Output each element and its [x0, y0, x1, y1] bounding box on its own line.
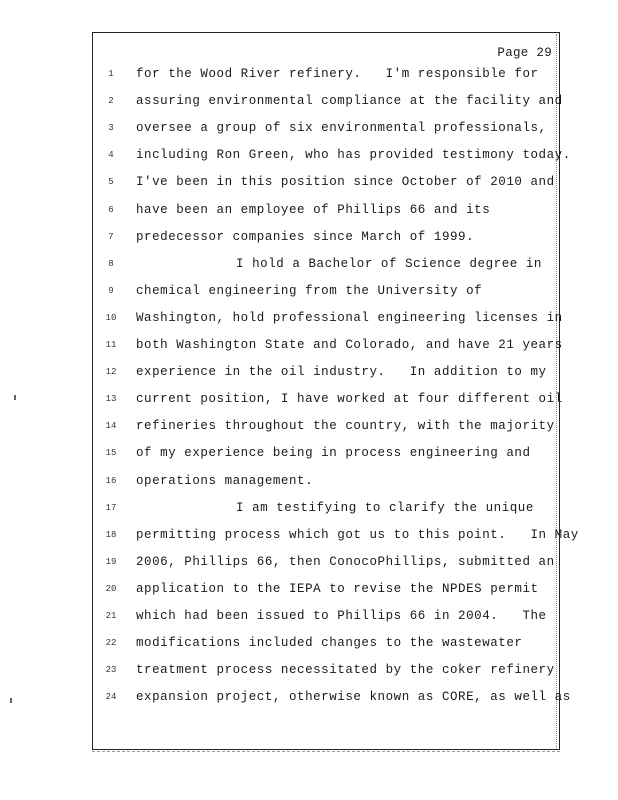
line-text: treatment process necessitated by the coker refinery	[136, 663, 555, 678]
line-text: I hold a Bachelor of Science degree in	[236, 256, 542, 271]
line-number: 21	[105, 611, 117, 621]
line-text: modifications included changes to the wastewater	[136, 636, 523, 651]
transcript-line	[0, 120, 618, 140]
line-number: 19	[105, 556, 117, 567]
transcript-line	[0, 310, 618, 330]
line-number: 6	[108, 204, 114, 215]
line-text: permitting process which got us to this point. In May	[136, 527, 579, 542]
transcript-line	[0, 608, 618, 628]
transcript-line	[0, 174, 618, 194]
line-text: chemical engineering from the University of	[136, 283, 483, 298]
page-number: Page 29	[497, 46, 552, 60]
line-text: have been an employee of Phillips 66 and its	[136, 202, 491, 217]
transcript-line	[0, 202, 618, 222]
line-text: I am testifying to clarify the unique	[236, 500, 534, 515]
transcript-line	[0, 527, 618, 547]
line-text: which had been issued to Phillips 66 in 2004. The	[136, 609, 547, 623]
line-number: 17	[105, 502, 117, 513]
line-number: 23	[105, 665, 117, 676]
transcript-line	[0, 229, 618, 249]
line-number: 24	[105, 692, 117, 703]
line-number: 8	[108, 258, 114, 269]
scan-speck	[14, 395, 16, 400]
transcript-line	[0, 93, 618, 113]
line-number: 3	[108, 123, 114, 134]
line-number: 20	[105, 583, 117, 594]
line-number: 10	[105, 312, 117, 323]
scan-speck	[10, 698, 12, 703]
transcript-line	[0, 445, 618, 465]
line-text: current position, I have worked at four different oil	[136, 392, 563, 407]
transcript-line	[0, 689, 618, 709]
transcript-line	[0, 662, 618, 682]
line-text: for the Wood River refinery. I'm responsible for	[136, 67, 539, 81]
transcript-line	[0, 364, 618, 384]
line-text: oversee a group of six environmental professionals,	[136, 121, 547, 136]
transcript-line	[0, 147, 618, 167]
line-number: 15	[105, 448, 117, 459]
transcript-line	[0, 283, 618, 303]
transcript-line	[0, 635, 618, 655]
line-text: Washington, hold professional engineering licenses in	[136, 310, 563, 325]
line-number: 2	[108, 96, 114, 107]
line-number: 13	[105, 394, 117, 405]
transcript-line	[0, 66, 618, 86]
line-number: 16	[105, 475, 117, 486]
line-text: 2006, Phillips 66, then ConocoPhillips, submitted an	[136, 554, 555, 569]
line-text: application to the IEPA to revise the NPDES permit	[136, 581, 539, 596]
line-text: including Ron Green, who has provided testimony today.	[136, 148, 571, 163]
line-number: 9	[108, 285, 114, 296]
line-text: experience in the oil industry. In addition to my	[136, 365, 547, 380]
line-text: I've been in this position since October of 2010 and	[136, 175, 555, 190]
transcript-line	[0, 337, 618, 357]
bottom-scan-edge	[92, 751, 560, 752]
transcript-line	[0, 473, 618, 493]
transcript-line	[0, 418, 618, 438]
line-number: 4	[108, 150, 114, 161]
line-text: operations management.	[136, 473, 314, 488]
line-number: 12	[105, 367, 117, 378]
line-number: 11	[105, 340, 117, 350]
line-text: refineries throughout the country, with the majority	[136, 419, 555, 434]
line-text: both Washington State and Colorado, and have 21 years	[136, 338, 563, 352]
transcript-line	[0, 581, 618, 601]
line-text: assuring environmental compliance at the facility and	[136, 94, 563, 109]
transcript-line	[0, 256, 618, 276]
line-number: 5	[108, 177, 114, 188]
transcript-line	[0, 554, 618, 574]
line-number: 7	[108, 231, 114, 242]
line-text: of my experience being in process engineering and	[136, 446, 531, 461]
transcript-line	[0, 500, 618, 520]
line-number: 18	[105, 529, 117, 540]
transcript-line	[0, 391, 618, 411]
line-text: expansion project, otherwise known as CORE, as well as	[136, 690, 571, 705]
line-text: predecessor companies since March of 1999.	[136, 229, 475, 244]
line-number: 14	[105, 421, 117, 432]
line-number: 22	[105, 638, 117, 649]
line-number: 1	[108, 69, 114, 79]
